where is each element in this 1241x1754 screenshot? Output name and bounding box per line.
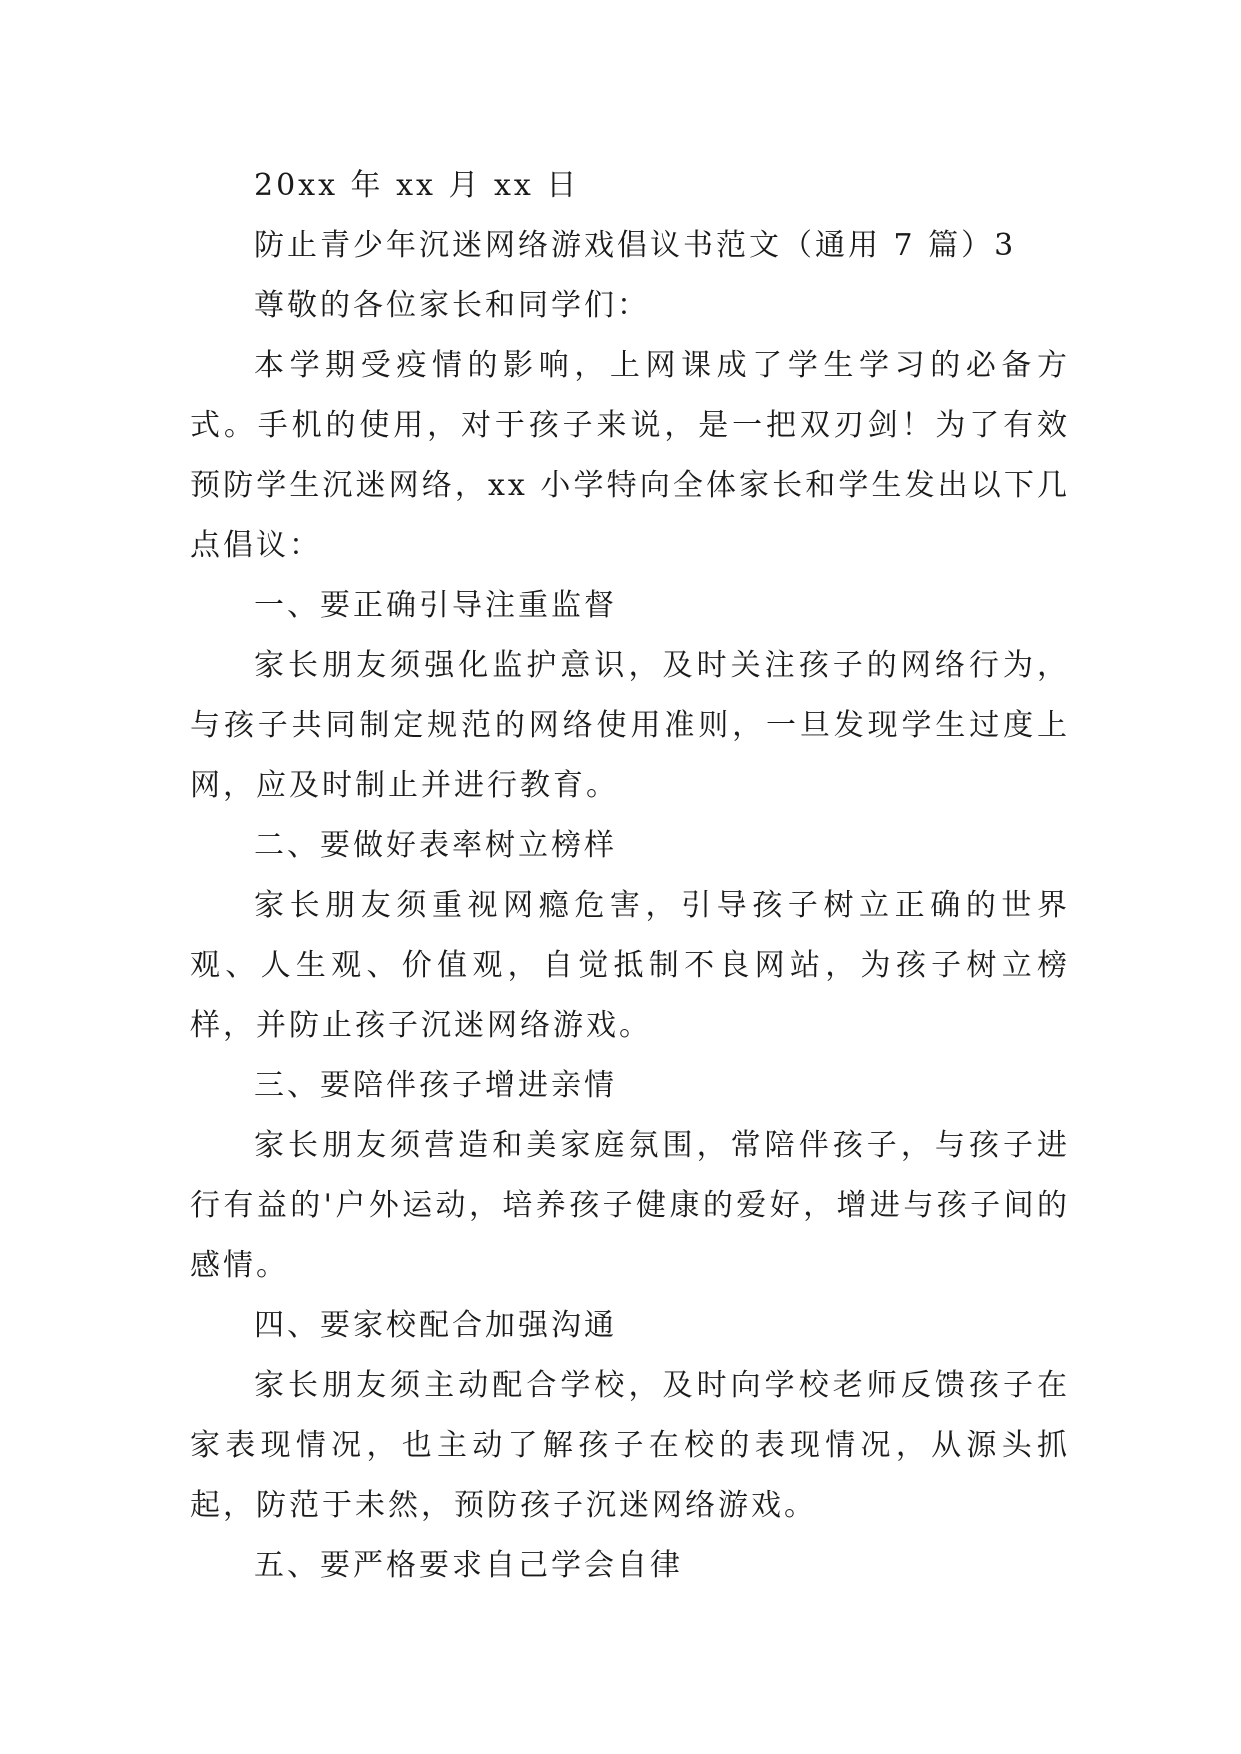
section-heading-4: 四、要家校配合加强沟通 <box>254 1308 617 1343</box>
section-heading-1: 一、要正确引导注重监督 <box>254 588 617 623</box>
intro-paragraph: 本学期受疫情的影响，上网课成了学生学习的必备方式。手机的使用，对于孩子来说，是一把双刃剑！为了有效预防学生沉迷网络，xx 小学特向全体家长和学生发出以下几点倡议： <box>190 348 1070 563</box>
section-body-4: 家长朋友须主动配合学校，及时向学校老师反馈孩子在家表现情况，也主动了解孩子在校的表现情况，从源头抓起，防范于未然，预防孩子沉迷网络游戏。 <box>190 1368 1070 1523</box>
section-heading-2: 二、要做好表率树立榜样 <box>254 828 617 863</box>
section-heading-3: 三、要陪伴孩子增进亲情 <box>254 1068 617 1103</box>
document-body <box>190 156 1070 1596</box>
section-heading-5: 五、要严格要求自己学会自律 <box>254 1548 683 1583</box>
date-line: 20xx 年 xx 月 xx 日 <box>254 168 580 203</box>
document-title: 防止青少年沉迷网络游戏倡议书范文（通用 7 篇）3 <box>254 228 1017 263</box>
section-body-3: 家长朋友须营造和美家庭氛围，常陪伴孩子，与孩子进行有益的'户外运动，培养孩子健康的爱好，增进与孩子间的感情。 <box>190 1128 1070 1283</box>
section-body-1: 家长朋友须强化监护意识，及时关注孩子的网络行为，与孩子共同制定规范的网络使用准则，一旦发现学生过度上网，应及时制止并进行教育。 <box>190 648 1070 803</box>
section-body-2: 家长朋友须重视网瘾危害，引导孩子树立正确的世界观、人生观、价值观，自觉抵制不良网站，为孩子树立榜样，并防止孩子沉迷网络游戏。 <box>190 888 1070 1043</box>
salutation: 尊敬的各位家长和同学们： <box>254 288 650 323</box>
